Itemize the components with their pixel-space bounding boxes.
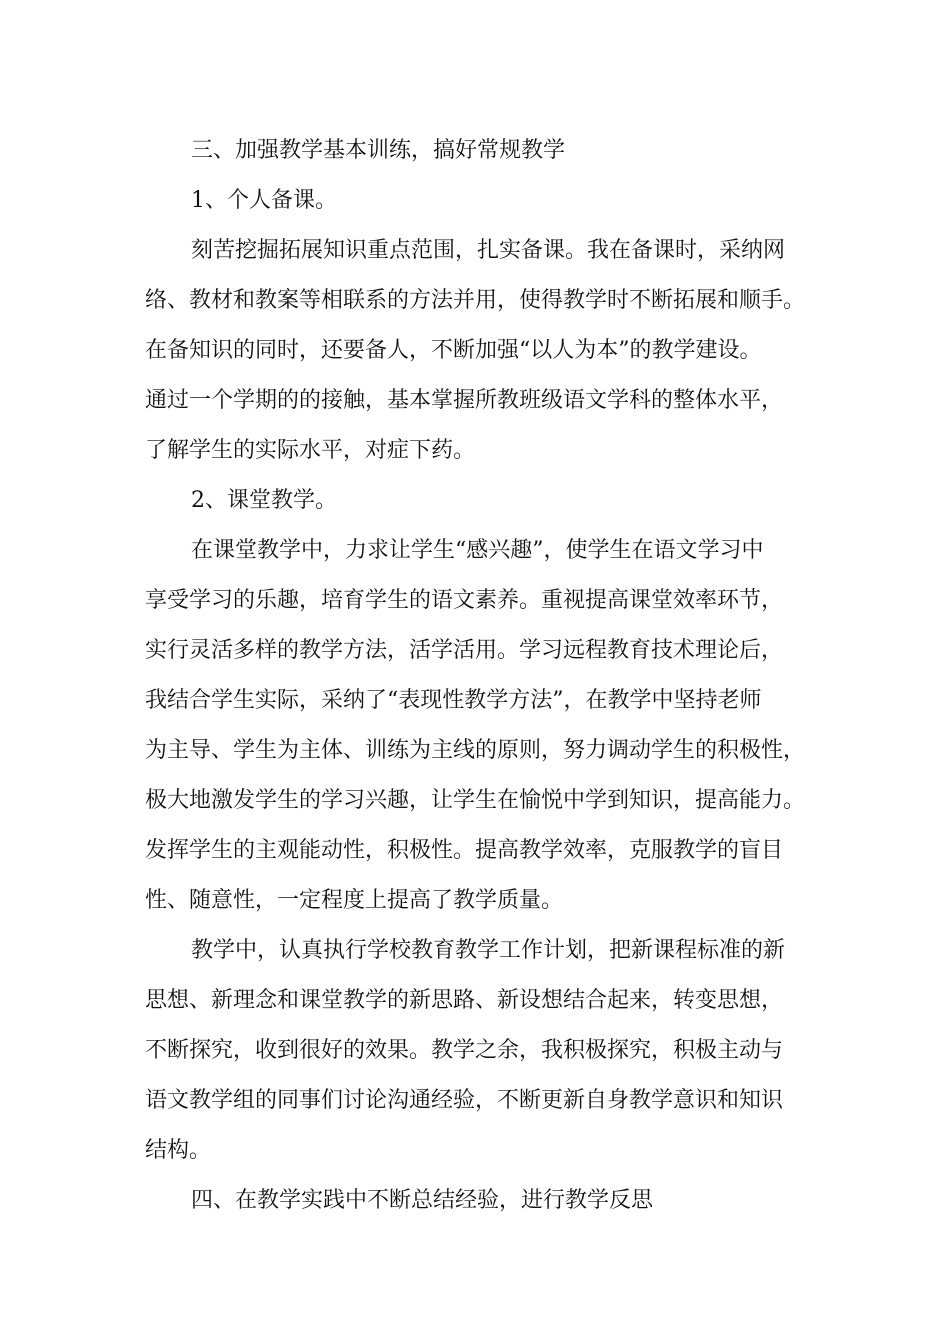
- paragraph-line: 了解学生的实际水平，对症下药。: [145, 438, 476, 463]
- paragraph-line: 享受学习的乐趣，培育学生的语文素养。重视提高课堂效率环节，: [145, 588, 784, 613]
- paragraph-line: 刻苦挖掘拓展知识重点范围，扎实备课。我在备课时，采纳网: [191, 238, 786, 263]
- section-heading-3: 三、加强教学基本训练，搞好常规教学: [191, 138, 566, 163]
- paragraph-line: 极大地激发学生的学习兴趣，让学生在愉悦中学到知识，提高能力。: [145, 788, 806, 813]
- paragraph-line: 通过一个学期的的接触，基本掌握所教班级语文学科的整体水平，: [145, 388, 784, 413]
- subheading-classroom: 2、课堂教学。: [191, 488, 337, 513]
- paragraph-line: 在备知识的同时，还要备人，不断加强“以人为本”的教学建设。: [145, 338, 762, 363]
- paragraph-line: 教学中，认真执行学校教育教学工作计划，把新课程标准的新: [191, 938, 786, 963]
- paragraph-line: 思想、新理念和课堂教学的新思路、新设想结合起来，转变思想，: [145, 988, 784, 1013]
- paragraph-line: 语文教学组的同事们讨论沟通经验，不断更新自身教学意识和知识: [145, 1088, 784, 1113]
- paragraph-line: 为主导、学生为主体、训练为主线的原则，努力调动学生的积极性，: [145, 738, 806, 763]
- paragraph-line: 发挥学生的主观能动性，积极性。提高教学效率，克服教学的盲目: [145, 838, 784, 863]
- paragraph-line: 在课堂教学中，力求让学生“感兴趣”，使学生在语文学习中: [191, 538, 764, 563]
- paragraph-line: 络、教材和教案等相联系的方法并用，使得教学时不断拓展和顺手。: [145, 288, 806, 313]
- subheading-lesson-prep: 1、个人备课。: [191, 188, 337, 213]
- section-heading-4: 四、在教学实践中不断总结经验，进行教学反思: [191, 1188, 654, 1213]
- paragraph-line: 我结合学生实际，采纳了“表现性教学方法”，在教学中坚持老师: [145, 688, 762, 713]
- paragraph-line: 性、随意性，一定程度上提高了教学质量。: [145, 888, 564, 913]
- paragraph-line: 实行灵活多样的教学方法，活学活用。学习远程教育技术理论后，: [145, 638, 784, 663]
- paragraph-line: 不断探究，收到很好的效果。教学之余，我积极探究，积极主动与: [145, 1038, 784, 1063]
- paragraph-line: 结构。: [145, 1138, 212, 1163]
